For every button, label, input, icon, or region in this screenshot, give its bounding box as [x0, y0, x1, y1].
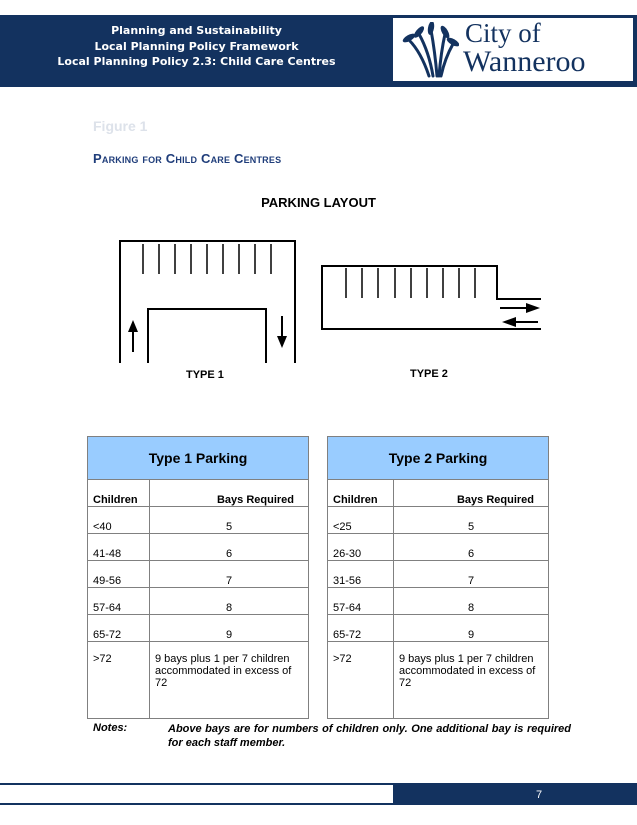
table-title: Type 1 Parking [88, 437, 309, 480]
type2-diagram [322, 266, 541, 329]
children-cell: >72 [328, 642, 394, 719]
table-row [328, 642, 549, 719]
bays-cell: 7 [394, 561, 549, 588]
table-row [88, 561, 309, 588]
up-arrow-icon [128, 320, 138, 332]
header-line-2: Local Planning Policy Framework [94, 39, 299, 53]
type1-parking-table [87, 436, 309, 719]
table-title: Type 2 Parking [328, 437, 549, 480]
bays-cell: 9 bays plus 1 per 7 children accommodated in excess of 72 [394, 642, 549, 719]
children-cell: 31-56 [328, 561, 394, 588]
type2-label: TYPE 2 [410, 368, 448, 380]
children-cell: <25 [328, 507, 394, 534]
children-cell: 49-56 [88, 561, 150, 588]
table-row [88, 588, 309, 615]
logo-text [463, 20, 586, 77]
table-row [328, 561, 549, 588]
bays-cell: 6 [150, 534, 309, 561]
type2-parking-table [327, 436, 549, 719]
parking-layout-diagram [0, 230, 637, 390]
children-cell: 57-64 [88, 588, 150, 615]
header-text [0, 23, 393, 70]
children-cell: 65-72 [88, 615, 150, 642]
bays-cell: 9 bays plus 1 per 7 children accommodated in excess of 72 [150, 642, 309, 719]
section-title: Parking for Child Care Centres [93, 151, 282, 166]
notes-label: Notes: [93, 722, 128, 734]
children-cell: 26-30 [328, 534, 394, 561]
col-bays-header: Bays Required [394, 480, 549, 507]
footer-left-panel [0, 785, 393, 803]
col-children-header: Children [328, 480, 394, 507]
city-logo [393, 18, 633, 81]
header-line-1: Planning and Sustainability [111, 24, 282, 37]
type1-label: TYPE 1 [186, 369, 224, 381]
children-cell: <40 [88, 507, 150, 534]
layout-title: PARKING LAYOUT [261, 195, 376, 210]
table-row [328, 534, 549, 561]
logo-name: Wanneroo [463, 45, 586, 78]
left-arrow-icon [502, 317, 516, 327]
table-row [328, 615, 549, 642]
bays-cell: 9 [150, 615, 309, 642]
figure-label: Figure 1 [93, 118, 148, 134]
table-row [328, 588, 549, 615]
children-cell: 41-48 [88, 534, 150, 561]
down-arrow-icon [277, 336, 287, 348]
children-cell: 65-72 [328, 615, 394, 642]
plant-logo-icon [399, 22, 459, 78]
header-line-3: Local Planning Policy 2.3: Child Care Centres [57, 55, 336, 68]
logo-city: City of [465, 18, 541, 48]
table-row [88, 615, 309, 642]
right-arrow-icon [526, 303, 540, 313]
col-children-header: Children [88, 480, 150, 507]
col-bays-header: Bays Required [150, 480, 309, 507]
bays-cell: 8 [394, 588, 549, 615]
children-cell: >72 [88, 642, 150, 719]
bays-cell: 7 [150, 561, 309, 588]
children-cell: 57-64 [328, 588, 394, 615]
bays-cell: 9 [394, 615, 549, 642]
page-number: 7 [536, 789, 543, 801]
bays-cell: 6 [394, 534, 549, 561]
table-row [88, 534, 309, 561]
notes-text: Above bays are for numbers of children only. One additional bay is required for each staff member. [168, 723, 571, 749]
table-row [88, 642, 309, 719]
type1-diagram [120, 241, 295, 363]
bays-cell: 5 [394, 507, 549, 534]
bays-cell: 8 [150, 588, 309, 615]
table-row [88, 507, 309, 534]
table-row [328, 507, 549, 534]
bays-cell: 5 [150, 507, 309, 534]
